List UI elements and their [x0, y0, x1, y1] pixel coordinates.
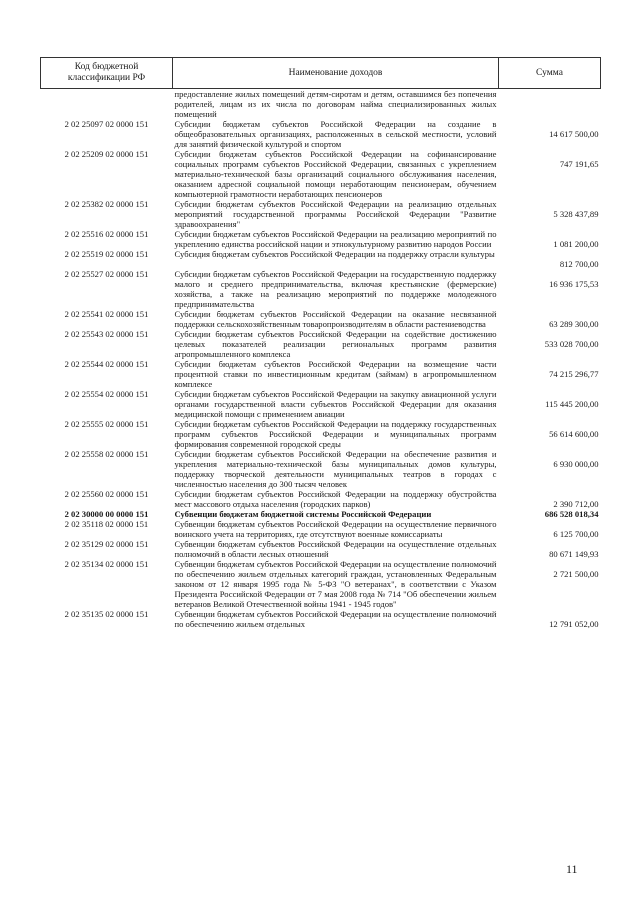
row-name: Субсидии бюджетам субъектов Российской Федерации на закупку авиационной услуги органами государственной власти субъектов Российской Федерации для оказания медицинской помощи с применением авиации — [174, 389, 497, 419]
row-code: 2 02 25209 02 0000 151 — [64, 149, 149, 159]
row-name: Субсидии бюджетам субъектов Российской Федерации на государственную поддержку малого и среднего предпринимательства, включая крестьянские (фермерские) хозяйства, а также на реализацию мероприятий по поддержке молодежного предпринимательства — [174, 269, 497, 309]
row-name: Субвенции бюджетам бюджетной системы Российской Федерации — [174, 509, 432, 519]
table-row — [41, 419, 601, 449]
row-code: 2 02 35118 02 0000 151 — [64, 519, 149, 529]
row-sum — [499, 89, 601, 120]
table-row — [41, 229, 601, 249]
row-sum: 6 930 000,00 — [553, 459, 599, 469]
table-row — [41, 519, 601, 539]
row-name: Субсидии бюджетам субъектов Российской Федерации на оказание несвязанной поддержки сельскохозяйственным товаропроизводителям в области растениеводства — [174, 309, 497, 329]
row-name: Субвенции бюджетам субъектов Российской Федерации на осуществление первичного воинского учета на территориях, где отсутствуют военные комиссариаты — [174, 519, 497, 539]
row-sum: 747 191,65 — [559, 159, 599, 169]
row-code: 2 02 25516 02 0000 151 — [64, 229, 149, 239]
row-code — [41, 89, 173, 120]
row-name: Субсидии бюджетам субъектов Российской Федерации на создание в общеобразовательных организациях, расположенных в сельской местности, условий для занятий физической культурой и спортом — [174, 119, 497, 149]
table-row — [41, 199, 601, 229]
row-code: 2 02 35135 02 0000 151 — [64, 609, 149, 619]
row-sum: 6 125 700,00 — [553, 529, 599, 539]
row-code: 2 02 25527 02 0000 151 — [64, 269, 149, 279]
row-sum: 5 328 437,89 — [553, 209, 599, 219]
row-name: Субсидии бюджетам субъектов Российской Федерации на софинансирование социальных программ субъектов Российской Федерации, связанных с укреплением материально-технической базы организаций социального обслуживания населения, оказанием адресной социальной помощи неработающим пенсионерам, обучением компьютерной грамотности неработающих пенсионеров — [174, 149, 497, 199]
row-name: предоставление жилых помещений детям-сиротам и детям, оставшимся без попечения родителей, лицам из их числа по договорам найма специализированных жилых помещений — [174, 89, 497, 119]
row-sum: 2 721 500,00 — [553, 569, 599, 579]
row-name: Субсидии бюджетам субъектов Российской Федерации на реализацию отдельных мероприятий государственной программы Российской Федерации "Развитие здравоохранения" — [174, 199, 497, 229]
table-body — [41, 89, 601, 630]
row-name: Субсидии бюджетам субъектов Российской Федерации на поддержку государственных программ субъектов Российской Федерации и муниципальных программ формирования современной городской среды — [174, 419, 497, 449]
row-name: Субвенции бюджетам субъектов Российской Федерации на осуществление полномочий по обеспечению жильем отдельных — [174, 609, 497, 629]
table-row — [41, 309, 601, 329]
header-sum: Сумма — [499, 58, 601, 89]
header-name: Наименование доходов — [173, 58, 499, 89]
row-sum: 56 614 600,00 — [549, 429, 599, 439]
table-header — [41, 58, 601, 89]
row-name: Субсидия бюджетам субъектов Российской Федерации на поддержку отрасли культуры — [174, 249, 495, 259]
row-code: 2 02 25554 02 0000 151 — [64, 389, 149, 399]
row-sum: 12 791 052,00 — [549, 619, 599, 629]
row-sum: 14 617 500,00 — [549, 129, 599, 139]
table-row — [41, 539, 601, 559]
revenue-table — [40, 57, 601, 629]
row-sum: 16 936 175,53 — [549, 279, 599, 289]
row-code: 2 02 25541 02 0000 151 — [64, 309, 149, 319]
row-sum: 63 289 300,00 — [549, 319, 599, 329]
row-sum: 74 215 296,77 — [549, 369, 599, 379]
row-name: Субвенции бюджетам субъектов Российской Федерации на осуществление отдельных полномочий в области лесных отношений — [174, 539, 497, 559]
table-row — [41, 149, 601, 199]
row-code: 2 02 30000 00 0000 151 — [64, 509, 149, 519]
row-name: Субвенции бюджетам субъектов Российской Федерации на осуществление полномочий по обеспечению жильем отдельных категорий граждан, установленных Федеральным законом от 12 января 1995 года № 5-ФЗ "О ветеранах", в соответствии с Указом Президента Российской Федерации от 7 мая 2008 года № 714 "Об обеспечении жильем ветеранов Великой Отечественной войны 1941 - 1945 годов" — [174, 559, 497, 609]
row-sum: 686 528 018,34 — [544, 509, 599, 519]
row-sum: 533 028 700,00 — [544, 339, 599, 349]
row-sum: 1 081 200,00 — [553, 239, 599, 249]
row-name: Субсидии бюджетам субъектов Российской Федерации на содействие достижению целевых показателей реализации региональных программ развития агропромышленного комплекса — [174, 329, 497, 359]
row-sum: 812 700,00 — [559, 259, 599, 269]
row-code: 2 02 25519 02 0000 151 — [64, 249, 149, 259]
row-sum: 2 390 712,00 — [553, 499, 599, 509]
table-row — [41, 119, 601, 149]
table-row — [41, 269, 601, 309]
table-row — [41, 329, 601, 359]
row-name: Субсидии бюджетам субъектов Российской Федерации на обеспечение развития и укрепления материально-технической базы муниципальных домов культуры, поддержку творческой деятельности муниципальных театров в городах с численностью населения до 300 тысяч человек — [174, 449, 497, 489]
row-code: 2 02 25543 02 0000 151 — [64, 329, 149, 339]
row-code: 2 02 35129 02 0000 151 — [64, 539, 149, 549]
row-code: 2 02 25382 02 0000 151 — [64, 199, 149, 209]
row-name: Субсидии бюджетам субъектов Российской Федерации на реализацию мероприятий по укреплению единства российской нации и этнокультурному развитию народов России — [174, 229, 497, 249]
table-row — [41, 489, 601, 509]
row-name: Субсидии бюджетам субъектов Российской Федерации на возмещение части процентной ставки по инвестиционным кредитам (займам) в агропромышленном комплексе — [174, 359, 497, 389]
table-row — [41, 449, 601, 489]
table-row — [41, 509, 601, 519]
row-code: 2 02 25544 02 0000 151 — [64, 359, 149, 369]
row-code: 2 02 35134 02 0000 151 — [64, 559, 149, 569]
table-row — [41, 89, 601, 120]
table-row — [41, 559, 601, 609]
row-sum: 80 671 149,93 — [549, 549, 599, 559]
header-code: Код бюджетной классификации РФ — [41, 58, 173, 89]
row-sum: 115 445 200,00 — [545, 399, 599, 409]
table-row — [41, 609, 601, 629]
row-code: 2 02 25560 02 0000 151 — [64, 489, 149, 499]
row-code: 2 02 25555 02 0000 151 — [64, 419, 149, 429]
table-row — [41, 249, 601, 269]
row-name: Субсидии бюджетам субъектов Российской Федерации на поддержку обустройства мест массового отдыха населения (городских парков) — [174, 489, 497, 509]
page-number: 11 — [566, 862, 578, 876]
table-row — [41, 389, 601, 419]
table-row — [41, 359, 601, 389]
row-code: 2 02 25097 02 0000 151 — [64, 119, 149, 129]
row-code: 2 02 25558 02 0000 151 — [64, 449, 149, 459]
